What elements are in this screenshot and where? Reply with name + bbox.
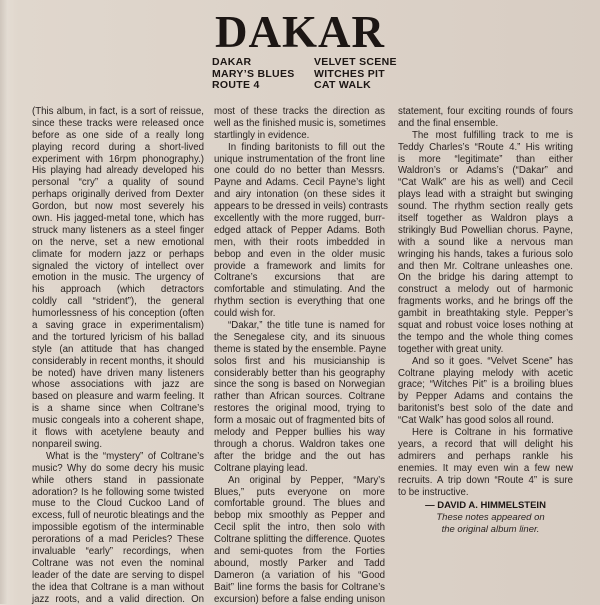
text-line: enemies. It may even win a few new xyxy=(398,462,573,474)
text-line: it flows with acetylene beauty and xyxy=(32,427,204,439)
text-line: perhaps originally derived from Dexter xyxy=(32,189,204,201)
text-line: Waldron’s or Adams’s (“Dakar” and xyxy=(398,165,573,177)
album-title: DAKAR xyxy=(215,7,385,57)
paragraph xyxy=(32,106,204,451)
track-title: MARY’S BLUES xyxy=(212,67,295,80)
text-line: Coltrane playing melody with acetic xyxy=(398,367,573,379)
text-line: nonpareil swing. xyxy=(32,438,103,450)
text-line: whose associations with jazz are xyxy=(32,379,204,391)
text-line: experiment with 16rpm phonography.) xyxy=(32,153,204,165)
track-title: DAKAR xyxy=(212,56,252,68)
text-line: on the nerve, set a new emotional xyxy=(32,236,204,248)
text-line: grace; “Witches Pit” is a broiling blues xyxy=(398,379,573,391)
text-line: music? Why do some decry his music xyxy=(32,462,204,474)
text-line: climate for modern jazz or perhaps xyxy=(32,248,204,260)
text-line: is a shame since when Coltrane’s xyxy=(32,403,204,415)
text-line: invaluable “early” recordings, when xyxy=(32,545,204,557)
text-line: strikingly Bud Powellian chorus. Payne, xyxy=(398,224,573,236)
text-line: after the bridge and the out has xyxy=(214,450,385,462)
text-line: emotion in the music. The urgency of xyxy=(32,272,204,284)
text-line: solos first and his musicianship is xyxy=(214,355,385,367)
text-line: since these tracks were released once xyxy=(32,117,204,129)
liner-notes-column-3 xyxy=(398,106,573,498)
text-line: On the bridge his daring attempt to xyxy=(398,272,573,284)
text-line: gambit in breathtaking style. Pepper’s xyxy=(398,308,573,320)
text-line: muse to the Cloud Cuckoo Land of xyxy=(32,498,204,510)
text-line: is more “legitimate” than either xyxy=(398,153,573,165)
text-line: The most fulfilling track to me is xyxy=(412,129,573,141)
signature-block xyxy=(398,500,573,536)
text-line: Coltrane splitting the difference. Quotes xyxy=(214,534,385,546)
text-line: considerably in recent months, it should xyxy=(32,355,204,367)
text-line: and the final ensemble. xyxy=(398,117,499,129)
paragraph xyxy=(398,356,573,427)
text-line: itself together as Waldron plays a xyxy=(398,213,573,225)
text-line: Coltrane’s excursions that are xyxy=(214,272,385,284)
text-line: Payne and Adams. Cecil Payne’s light xyxy=(214,177,385,189)
liner-notes-column-2 xyxy=(214,106,388,605)
source-note-line: These notes appeared on xyxy=(436,512,545,523)
text-line: rhythm section is everything that one xyxy=(214,296,385,308)
text-line: Bait” line forms the basis for Coltrane’s xyxy=(214,581,385,593)
paragraph xyxy=(398,106,573,130)
text-line: the idea that Coltrane is a man without xyxy=(32,581,204,593)
text-line: and the tortured lyricism of his ballad xyxy=(32,331,204,343)
track-title: WITCHES PIT xyxy=(314,67,385,80)
text-line: statement, four exciting rounds of fours xyxy=(398,106,573,117)
page-edge xyxy=(0,0,8,604)
text-line: fragments works, and he brings off the xyxy=(398,296,573,308)
text-line: and airy intonation (on these sides it xyxy=(214,189,385,201)
text-line: (This album, in fact, is a sort of reissue, xyxy=(32,106,204,117)
text-line: leader of the date are serving to dispel xyxy=(32,569,204,581)
text-line: while others stand in passionate xyxy=(32,474,204,486)
text-line: squat and robust voice loses nothing at xyxy=(398,320,573,332)
text-line: jazz roots, and a valid direction. On xyxy=(32,593,204,605)
text-line: most of these tracks the direction as xyxy=(214,106,385,117)
text-line: playing record during a short-lived xyxy=(32,141,204,153)
text-line: What is the “mystery” of Coltrane’s xyxy=(46,450,204,462)
text-line: baritonist’s best solo of the date and xyxy=(398,403,573,415)
text-line: men, with their roots imbedded in xyxy=(214,236,385,248)
text-line: struck many listeners as a steel finger xyxy=(32,224,204,236)
text-line: music congeals into a coherent shape, xyxy=(32,415,204,427)
text-line: bebop and even in the older music xyxy=(214,248,385,260)
text-line: melody and Pepper bullies his way xyxy=(214,427,385,439)
text-line: provide a framework and limits for xyxy=(214,260,385,272)
text-line: startlingly in evidence. xyxy=(214,129,310,141)
text-line: Gordon, but now most severely his xyxy=(32,201,204,213)
text-line: rather than African sources. Coltrane xyxy=(214,391,385,403)
text-line: excursion) before a false ending unison xyxy=(214,593,385,605)
text-line: And so it goes. “Velvet Scene” has xyxy=(412,355,573,367)
text-line: Here is Coltrane in his formative xyxy=(412,427,573,439)
text-line: appears to be dressed in veils) contrasts xyxy=(214,201,388,213)
text-line: comfortable and stimulating. And the xyxy=(214,284,385,296)
text-line: Coltrane was not even the nominal xyxy=(32,557,204,569)
track-list-left xyxy=(212,57,295,92)
text-line: through a chorus. Waldron takes one xyxy=(214,438,385,450)
text-line: excess, full of neurotic bleatings and the xyxy=(32,510,205,522)
paragraph xyxy=(398,130,573,356)
text-line: and then Mr. Coltrane unleashes one. xyxy=(398,260,573,272)
text-line: humorlessness of his conception (often xyxy=(32,308,204,320)
text-line: Blues,” puts everyone on more xyxy=(214,486,385,498)
text-line: by Pepper Adams and contains the xyxy=(398,391,573,403)
text-line: admirers and perhaps rankle his xyxy=(398,450,573,462)
text-line: the Senegalese city, and its sinuous xyxy=(214,331,385,343)
text-line: considerably better than his geography xyxy=(214,367,385,379)
text-line: construct a melody out of harmonic xyxy=(398,284,573,296)
text-line: “Dakar,” the title tune is named for xyxy=(228,320,385,332)
text-line: be noted) have driven many listeners xyxy=(32,367,204,379)
source-note-line: the original album liner. xyxy=(441,524,540,535)
paragraph xyxy=(214,106,385,142)
paragraph xyxy=(398,427,573,498)
text-line: perorations of a mad Pericles? These xyxy=(32,534,204,546)
text-line: bebop mix smoothly as Pepper and xyxy=(214,510,385,522)
text-line: Coltrane playing lead. xyxy=(214,462,308,474)
text-line: before as one side of a really long xyxy=(32,129,204,141)
text-line: Cecil split the intro, then solo with xyxy=(214,522,385,534)
track-title: VELVET SCENE xyxy=(314,56,397,68)
paragraph xyxy=(214,320,385,475)
text-line: His playing had already developed his xyxy=(32,165,204,177)
text-line: based on pleasure and warm feeling. It xyxy=(32,391,204,403)
text-line: restores the original mood, trying to xyxy=(214,403,385,415)
text-line: edged attack of Pepper Adams. Both xyxy=(214,224,385,236)
text-line: with a sound like a nervous man xyxy=(398,236,573,248)
liner-notes-column-1 xyxy=(32,106,204,605)
text-line: unique instrumentation of the front line xyxy=(214,153,385,165)
text-line: style (an attitude that has changed xyxy=(32,343,204,355)
text-line: impossible egotism of the interminable xyxy=(32,522,204,534)
text-line: own. His jagged-metal tone, which has xyxy=(32,213,204,225)
text-line: Teddy Charles’s “Route 4.” His writing xyxy=(398,141,573,153)
paragraph xyxy=(214,141,388,320)
text-line: An original by Pepper, “Mary’s xyxy=(228,474,385,486)
text-line: signaled the victory of intellect over xyxy=(32,260,204,272)
text-line: his approach (which detractors xyxy=(32,284,204,296)
text-line: adoration? Is he following some twisted xyxy=(32,486,204,498)
text-line: Dameron (a variation of his “Good xyxy=(214,569,385,581)
text-line: recruits. A trip down “Route 4” is sure xyxy=(398,474,573,486)
text-line: “Cat Walk” are his as well) and Cecil xyxy=(398,177,573,189)
text-line: years, a record that will delight his xyxy=(398,438,573,450)
text-line: together with great unity. xyxy=(398,343,504,355)
text-line: “Cat Walk” has good solos all round. xyxy=(398,415,554,427)
text-line: the tempo and the whole thing comes xyxy=(398,331,573,343)
text-line: form a mosaic out of fragmented bits of xyxy=(214,415,385,427)
text-line: plays lead with a straight but swinging xyxy=(398,189,573,201)
text-line: since the song is based on Norwegian xyxy=(214,379,385,391)
text-line: one could do no better than Messrs. xyxy=(214,165,385,177)
text-line: theme is stated by the ensemble. Payne xyxy=(214,343,387,355)
paragraph xyxy=(32,451,204,605)
text-line: sound. The rhythm section really gets xyxy=(398,201,573,213)
track-title: ROUTE 4 xyxy=(212,79,260,92)
text-line: excellently with the more rugged, burr- xyxy=(214,213,385,225)
track-title: CAT WALK xyxy=(314,79,372,92)
text-line: to be instructive. xyxy=(398,486,469,498)
text-line: well as the finished music is, sometimes xyxy=(214,117,386,129)
text-line: In finding baritonists to fill out the xyxy=(228,141,385,153)
text-line: wringing his hands, takes a furious solo xyxy=(398,248,573,260)
text-line: could wish for. xyxy=(214,308,276,320)
text-line: and semi-quotes from the Forties xyxy=(214,545,385,557)
text-line: coldly call “strident”), the general xyxy=(32,296,204,308)
text-line: personal “cry” a quality of sound xyxy=(32,177,204,189)
paragraph xyxy=(214,475,385,605)
text-line: a saving grace in experimentalism) xyxy=(32,320,204,332)
text-line: comfortable ground. The blues and xyxy=(214,498,385,510)
track-list-right xyxy=(314,57,397,92)
text-line: abound, mostly Parker and Tadd xyxy=(214,557,385,569)
author-name: — DAVID A. HIMMELSTEIN xyxy=(425,500,546,511)
